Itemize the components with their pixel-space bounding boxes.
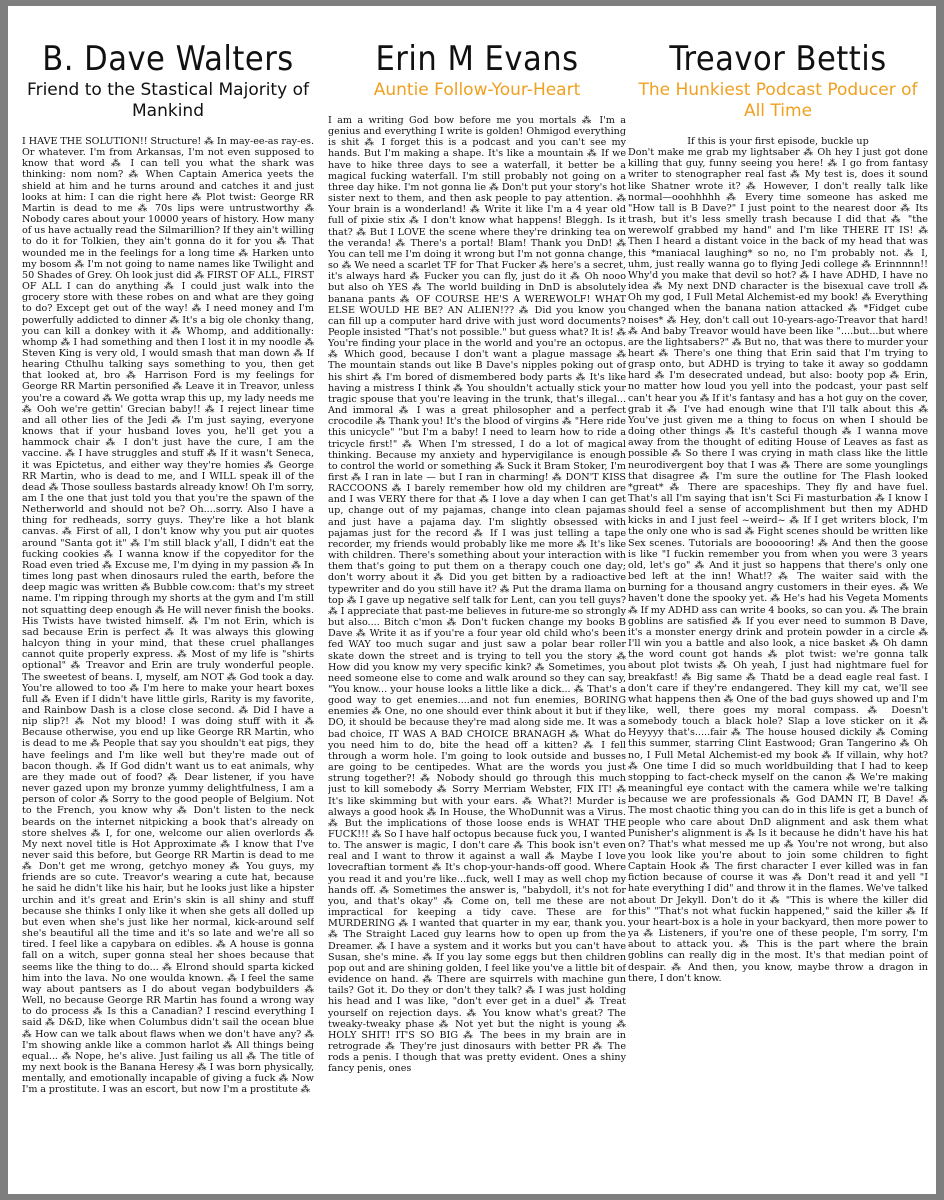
column-name: Erin M Evans <box>375 39 579 79</box>
page <box>8 6 936 1194</box>
column-subtitle: Friend to the Stastical Majority of Mankind <box>27 80 309 121</box>
quote-text: I am a writing God bow before me you mortals ⁂ I'm a genius and everything I write is golden! Ohmigod everything is shit ⁂ I forget this is a podcast and you can't see my hands. But I'm making a shape. It's like a mountain ⁂ If we have to hike three days to see a waterfall, it better be a magical fucking waterfall. I'm still probably not going on a three day hike. I'm not gonna lie ⁂ Don't put your story's hot sister next to them, and then ask people to pay attention. ⁂ Your brain is a wonderland! ⁂ Write it like I'm a 4 year old full of pixie stix ⁂ I don't know what happens! Bleggh. Is it that? ⁂ But I LOVE the scene where they're drinking tea on the veranda! ⁂ There's a portal! Blam! Thank you DnD! ⁂ You can tell me I'm doing it wrong but I'm not gonna change, so ⁂ We need a scarlet TF for That Fucker ⁂ here's a secret, it's always hard ⁂ Fucker you can fly, just do it ⁂ Oh nooo but also oh YES ⁂ The world building in DnD is absolutely banana pants ⁂ OF COURSE HE'S A WEREWOLF! WHAT ELSE WOULD HE BE? AN ALIEN!?? ⁂ Did you know you can fill up a computer hard drive with just word documents? People insisted "That's not possible." but guess what? It is! ⁂ You're finding your place in the world and you're an octopus. ⁂ Which good, because I don't want a plague massage ⁂ The mountain stands out like B Dave's nipples poking out of his shirt ⁂ I'm bored of dismembered body parts ⁂ It's like having a mistress I think ⁂ You shouldn't actually stick your tragic spouse that you're leaving in the trunk, that's illegal... And immoral ⁂ I was a great philosopher and a perfect crocodile ⁂ Thank you! It's the blood of virgins ⁂ "Here ride this unicycle" "but I'm a baby! I need to learn how to ride a tricycle first!" ⁂ When I'm stressed, I do a lot of magical thinking. Because my anxiety and hypervigilance is enough to control the world or something ⁂ Suck it Bram Stoker, I'm first ⁂ I ran in late — but I ran in charming! ⁂ DON'T KISS RACCOONS ⁂ I barely remember how old my children are and I was VERY there for that ⁂ I love a day when I can get up, change out of my pajamas, change into clean pajamas and just have a pajama day. I'm slightly obsessed with pajamas just for the record ⁂ If I was just telling a tape recorder, my friends would probably like me more ⁂ It's like with children. There's something about your interaction with them that's going to put them on a therapy couch one day; don't worry about it ⁂ Did you get bitten by a radioactive typewriter and do you still have it? ⁂ Put the drama llama on top ⁂ I gave up negative self talk for Lent, can you tell guys? ⁂ I appreciate that past-me believes in future-me so strongly but also.... Bitch c'mon ⁂ Don't fucken change my books B Dave ⁂ Write it as if you're a four year old child who's been fed WAY too much sugar and just saw a polar bear roller skate down the street and is trying to tell you the story ⁂ How did you know my very specific kink? ⁂ Sometimes, you need someone else to come and walk around so they can say, "You know... your house looks a little like a dick... ⁂ That's a good way to get enemies....and not fun enemies, BORING enemies ⁂ One, no one should ever think about it but if they DO, it should be because they're mad along side me. It was a bad choice, IT WAS A BAD CHOICE BRANAGH ⁂ What do you need him to do, bite the head off a kitten? ⁂ I fell through a worm hole. I'm going to look outside and busses are going to be centipedes. What are the words you just strung together?! ⁂ Nobody should go through this much just to kill somebody ⁂ Sorry Merriam Webster, FIX IT! ⁂ It's like skimming but with your ears. ⁂ What?! Murder is always a good hook ⁂ In House, the WhoDunnit was a Virus. ⁂ But the implications of those loose ends is WHAT THE FUCK!!! ⁂ So I have half octopus because fuck you, I wanted to. The answer is magic, I don't care ⁂ This book isn't even real and I want to throw it against a wall ⁂ Maybe I love lovecraftian torment ⁂ It's chop-your-hands-off good. Where you read it and you're like...fuck, well I may as well chop my hands off. ⁂ Sometimes the answer is, "babydoll, it's not for you, and that's okay" ⁂ Come on, tell me these are not impractical for keeping a tidy cave. These are for MURDERING ⁂ I wanted that quarter in my ear, thank you. ⁂ The Straight Laced guy learns how to open up from the Dreamer. ⁂ I have a system and it works but you can't have Susan, she's mine. ⁂ If you lay some eggs but then children pop out and are shining golden, I feel like you've a little bit of evidence on hand. ⁂ There are squirrels with machine gun tails? Got it. Do they or don't they talk? ⁂ I was just holding his head and I was like, "don't ever get in a duel" ⁂ Treat yourself on rejection days. ⁂ You know what's great? The tweaky-tweaky phase ⁂ Not yet but the night is young ⁂ HOLY SHIT! IT'S SO BIG ⁂ The bees in my brain are in retrograde ⁂ They're just dinosaurs with better PR ⁂ The rods a penis. I though that was pretty evident. Ones a shiny fancy penis, ones <box>328 115 626 1075</box>
column-name: B. Dave Walters <box>42 39 294 79</box>
column-lead-line: If this is your first episode, buckle up <box>687 136 869 147</box>
column-b-dave-walters <box>22 6 314 1194</box>
column-subtitle: Auntie Follow-Your-Heart <box>373 80 581 100</box>
quote-text: I HAVE THE SOLUTION!! Structure! ⁂ In may-ee-as ray-es. Or whatever. I'm from Arkansas, I'm not even supposed to know that word ⁂ I can tell you what the shark was thinking: nom nom? ⁂ When Captain America yeets the shield at him and he turns around and catches it and just looks at him: I can die right here ⁂ Plot twist: George RR Martin is dead to me ⁂ 70s lips were untrustworthy ⁂ Nobody cares about your 10000 years of history. How many of us have actually read the Silmarillion? If they ain't willing to do it for Tolkien, they ain't gonna do it for you ⁂ That wounded me in the feelings for a long time ⁂ Harken unto my bosom ⁂ I'm not going to name names like Twilight and 50 Shades of Grey. Oh look just did ⁂ FIRST OF ALL, FIRST OF ALL I can do anything ⁂ I could just walk into the grocery store with these robes on and what are they going to do? Except get out of the way! ⁂ I need money and I'm powerfully addicted to dinner ⁂ It's a big ole chonky thang, you can kill a donkey with it ⁂ Whomp, and additionally: whomp ⁂ I had something and then I lost it in my noodle ⁂ Steven King is very old, I would smash that man down ⁂ If hearing Cthulhu talking says something to you, then get that looked at, bro ⁂ Harrison Ford is my feelings for George RR Martin personified ⁂ Leave it in Treavor, unless you're a coward ⁂ We gotta wrap this up, my lady needs me ⁂ Ooh we're gettin' Grecian baby!! ⁂ I reject linear time and all other lies of the Jedi ⁂ I'm just saying, everyone knows that if your husband loves you, he'll get you a hammock chair ⁂ I don't just have the cure, I am the vaccine. ⁂ I have struggles and stuff ⁂ If it wasn't Seneca, it was Epictetus, and either way they're homies ⁂ George RR Martin, who is dead to me, and I WILL speak ill of the dead ⁂ Those soulless bastards already know! Oh I'm sorry, am I the one that just told you that you're the spawn of the Netherworld and should not be? Oh....sorry. Also I have a thing for redheads, sorry guys. They're like a hot blank canvas. ⁂ First of all, I don't know why you put air quotes around "Santa got it" ⁂ I'm still black y'all, I didn't eat the fucking cookies ⁂ I wanna know if the copyeditor for the Road even tried ⁂ Excuse me, I'm dying in my passion ⁂ In times long past when dinosaurs ruled the earth, before the deep magic was written ⁂ Bubble cow.com: that's my street name. I'm ripping through my shorts at the gym and I'm still not squatting deep enough ⁂ He will never finish the books. His Twists have twisted himself. ⁂ I'm not Erin, which is sad because Erin is perfect ⁂ It was always this glowing halcyon thing in your mind, that these cruel phallanges cannot quite properly express. ⁂ Most of my life is "shirts optional" ⁂ Treavor and Erin are truly wonderful people. The sweetest of beans. I, myself, am NOT ⁂ God took a day. You're allowed to too ⁂ I'm here to make your heart boxes full ⁂ Even if I didn't have little girls, Rarity is my favorite, and Rainbow Dash is a close close second. ⁂ Did I have a nip slip?! ⁂ Not my blood! I was doing stuff with it ⁂ Because otherwise, you end up like George RR Martin, who is dead to me ⁂ People that say you shouldn't eat pigs, they have feelings and I'm like well but they're made out of bacon though. ⁂ If God didn't want us to eat animals, why are they made out of food? ⁂ Dear listener, if you have never gazed upon my bronze yummy delightfulness, I am a person of color ⁂ Sorry to the good people of Belgium. Not to the French, you know why ⁂ Don't listen to the neck beards on the internet nitpicking a book that's already on store shelves ⁂ I, for one, welcome our alien overlords ⁂ My next novel title is Hot Approximate ⁂ I know that I've never said this before, but George RR Martin is dead to me ⁂ Don't get me wrong, getchyo money ⁂ You guys, my friends are so cute. Treavor's wearing a cute hat, because he said he didn't like his hair, but he looks just like a hipster urchin and it's great and Erin's skin is all shiny and stuff because she thinks I only like it when she gets all dolled up but even when she's just like her normal, kick-around self she's beautiful all the time and it's so late and we're all so tired. I feel like a capybara on edibles. ⁂ A house is gonna fall on a witch, super gonna steal her shoes because that seems like the thing to do... ⁂ Elrond should sparta kicked him into the lava. No one woulda known. ⁂ I feel the same way about pantsers as I do about vegan bodybuilders ⁂ Well, no because George RR Martin has found a wrong way to do process ⁂ Is this a Canadian? I rescind everything I said ⁂ D&D, like when Columbus didn't sail the ocean blue ⁂ How can we talk about flaws when we don't have any? ⁂ I'm showing ankle like a common harlot ⁂ All things being equal... ⁂ Nope, he's alive. Just failing us all ⁂ The title of my next book is the Banana Heresy ⁂ I was born physically, mentally, and emotionally incapable of giving a fuck ⁂ Now I'm a prostitute. I was an escort, but now I'm a prostitute ⁂ <box>22 136 314 1096</box>
column-name: Treavor Bettis <box>669 39 887 79</box>
column-subtitle: The Hunkiest Podcast Poducer of All Time <box>638 80 918 121</box>
column-erin-m-evans <box>328 6 626 1194</box>
column-treavor-bettis <box>628 6 928 1194</box>
quote-text: Don't make me grab my lightsaber ⁂ Oh hey I just got done killing that guy, funny seeing you here! ⁂ I go from fantasy writer to stenographer real fast ⁂ My test is, does it sound like Shatner wrote it? ⁂ However, I don't really talk like normal—ooohhhhh ⁂ Every time someone has asked me "How tall is B Dave?" I just point to the nearest door ⁂ Its trash, but it's less smelly trash because I did that ⁂ "the werewolf grabbed my hand" and I'm like THERE IT IS! ⁂ Then I heard a distant voice in the back of my head that was this *maniacal laughing* so no, no I'm probably not. ⁂ I, uhm, just really wanna go to flying Jedi college ⁂ Erinnnnn!! Why'd you make that devil so hot? ⁂ I have ADHD, I have no idea ⁂ My next DND character is the bisexual cave troll ⁂ Oh my god, I Full Metal Alchemist-ed my book! ⁂ Everything changed when the banana nation attacked ⁂ *Fidget cube noises* ⁂ Hey, don't call out 10-years-ago-Treavor that hard! ⁂ And baby Treavor would have been like "....but...but where are the lightsabers?" ⁂ But no, that was there to murder your heart ⁂ There's one thing that Erin said that I'm trying to grasp onto, but ADHD is trying to take it away so goddamn hard ⁂ I'm desecrated undead, but also: booty pop ⁂ Erin, no matter how loud you yell into the podcast, your past self can't hear you ⁂ If it's fantasy and has a hot guy on the cover, grab it ⁂ I've had enough wine that I'll talk about this ⁂ You've just given me a thing to focus on when I should be doing other things ⁂ It's casteful though ⁂ I wanna move away from the thought of editing House of Leaves as fast as possible ⁂ So there I was crying in math class like the little neurodivergent boy that I was ⁂ There are some younglings that disagree ⁂ I'm sure the outline for The Flash looked *great* ⁂ There are spaceships. They fly and have fuel. That's all I'm saying that isn't Sci Fi masturbation ⁂ I know I should feel a sense of accomplishment but then my ADHD kicks in and I just feel ~weird~ ⁂ If I get writers block, I'm the only one who is sad ⁂ Fight scenes should be written like Sex scenes. Tutorials are boooooring! ⁂ And then the goose is like "I fuckin remember you from when you were 3 years old, let's go" ⁂ And it just so happens that there's only one bed left at the inn! What!? ⁂ The waiter said with the burning for a thousand angry customers in their eyes. ⁂ We haven't done the spooky yet. ⁂ He's had his Vegeta Moments ⁂ If my ADHD ass can write 4 books, so can you. ⁂ The brain goblins are satisfied ⁂ If you ever need to summon B Dave, it's a monster energy drink and protein powder in a circle ⁂ I'll win you a battle and also look, a nice basket ⁂ Oh damn the word count got hands ⁂ plot twist: we're gonna talk about plot twists ⁂ Oh yeah, I just had nightmare fuel for breakfast! ⁂ Big same ⁂ Thatd be a dead eagle real fast. I don't care if they're endangered. They kill my cat, we'll see what happens then ⁂ One of the bad guys showed up and I'm like, well, there goes my moral compass. ⁂ Doesn't somebody touch a black hole? Slap a love sticker on it ⁂ Heyyyy that's.....fair ⁂ The house housed dickily ⁂ Coming this summer, starring Clint Eastwood; Gran Tangerino ⁂ Oh no, I Full Metal Alchemist-ed my book ⁂ If villain, why hot? ⁂ One time I did so much worldbuilding that I had to keep stopping to fact-check myself on the canon ⁂ We're making meaningful eye contact with the camera while we're talking because we are professionals ⁂ God DAMN IT, B Dave! ⁂ The most chaotic thing you can do in this life is get a bunch of people who care about DnD alignment and ask them what Punisher's alignment is ⁂ Is it because he didn't have his hat on? That's what messed me up ⁂ You're not wrong, but also you look like you're about to join some children to fight Captain Hook ⁂ The first character I ever killed was in fan fiction because of course it was ⁂ Don't read it and yell "I hate everything I did" and throw it in the flames. We've talked about Dr Jekyll. Don't do it ⁂ "This is where the killer did this" "That's not what fuckin happened," said the killer ⁂ If your heart-box is a hole in your backyard, then more power to ya ⁂ Listeners, if you're one of these people, I'm sorry, I'm about to attack you. ⁂ This is the part where the brain goblins can really dig in the most. It's that median point of despair. ⁂ And then, you know, maybe throw a dragon in there, I don't know. <box>628 147 928 984</box>
